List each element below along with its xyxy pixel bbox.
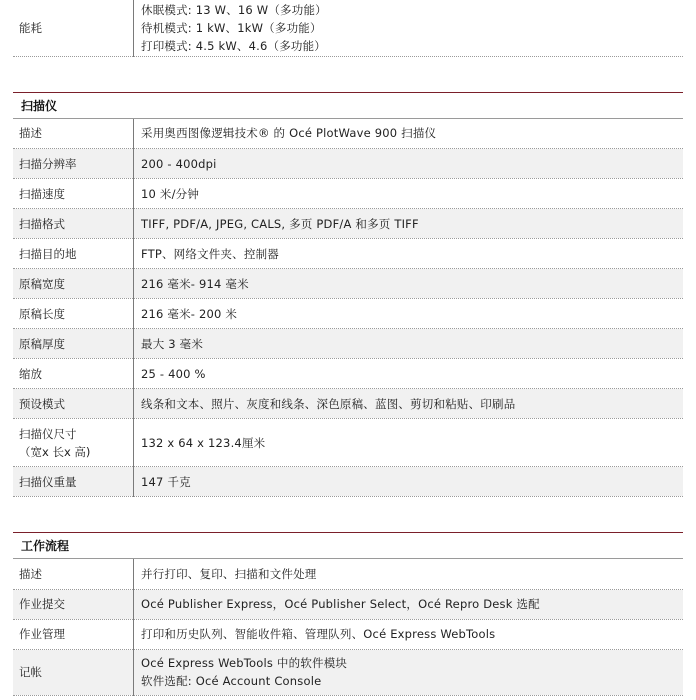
row-value: 10 米/分钟 bbox=[134, 179, 684, 209]
row-label: 原稿宽度 bbox=[13, 269, 134, 299]
row-label: 原稿长度 bbox=[13, 299, 134, 329]
row-value: 采用奥西图像逻辑技术® 的 Océ PlotWave 900 扫描仪 bbox=[134, 119, 684, 149]
table-row bbox=[13, 269, 683, 299]
row-value bbox=[134, 649, 684, 695]
table-row bbox=[13, 419, 683, 467]
row-label: 扫描速度 bbox=[13, 179, 134, 209]
table-row bbox=[13, 239, 683, 269]
row-label: 原稿厚度 bbox=[13, 329, 134, 359]
row-value: 200 - 400dpi bbox=[134, 149, 684, 179]
row-value: 147 千克 bbox=[134, 467, 684, 497]
row-label: 描述 bbox=[13, 559, 134, 589]
row-value: 25 - 400 % bbox=[134, 359, 684, 389]
value-line: 待机模式: 1 kW、1kW（多功能） bbox=[141, 20, 322, 35]
table-row bbox=[13, 149, 683, 179]
value-line: 休眠模式: 13 W、16 W（多功能） bbox=[141, 2, 327, 17]
row-value: 216 毫米- 914 毫米 bbox=[134, 269, 684, 299]
row-value: 线条和文本、照片、灰度和线条、深色原稿、蓝图、剪切和粘贴、印刷品 bbox=[134, 389, 684, 419]
label-line: （宽x 长x 高) bbox=[19, 444, 91, 459]
row-label: 作业管理 bbox=[13, 619, 134, 649]
row-value: 打印和历史队列、智能收件箱、管理队列、Océ Express WebTools bbox=[134, 619, 684, 649]
section-title-workflow: 工作流程 bbox=[13, 532, 683, 559]
section-gap bbox=[13, 497, 683, 532]
table-row bbox=[13, 119, 683, 149]
section-gap bbox=[13, 57, 683, 92]
row-value: FTP、网络文件夹、控制器 bbox=[134, 239, 684, 269]
row-value: Océ Publisher Express，Océ Publisher Select，Océ Repro Desk 选配 bbox=[134, 589, 684, 619]
row-value: 132 x 64 x 123.4厘米 bbox=[134, 419, 684, 467]
table-row bbox=[13, 389, 683, 419]
row-label: 描述 bbox=[13, 119, 134, 149]
workflow-table bbox=[13, 559, 683, 696]
section-title-scanner: 扫描仪 bbox=[13, 92, 683, 119]
label-line: 扫描仪尺寸 bbox=[19, 426, 77, 441]
row-label: 作业提交 bbox=[13, 589, 134, 619]
table-row bbox=[13, 589, 683, 619]
row-value: 最大 3 毫米 bbox=[134, 329, 684, 359]
row-value: 216 毫米- 200 米 bbox=[134, 299, 684, 329]
row-value: TIFF, PDF/A, JPEG, CALS, 多页 PDF/A 和多页 TIFF bbox=[134, 209, 684, 239]
table-row bbox=[13, 649, 683, 695]
row-label: 缩放 bbox=[13, 359, 134, 389]
row-label: 扫描格式 bbox=[13, 209, 134, 239]
power-table bbox=[13, 0, 683, 57]
row-label: 扫描分辨率 bbox=[13, 149, 134, 179]
row-label bbox=[13, 419, 134, 467]
row-label: 扫描目的地 bbox=[13, 239, 134, 269]
table-row bbox=[13, 619, 683, 649]
scanner-table bbox=[13, 119, 683, 498]
value-line: 软件选配: Océ Account Console bbox=[141, 674, 322, 688]
row-value bbox=[134, 0, 684, 56]
spec-sheet bbox=[13, 0, 683, 696]
table-row bbox=[13, 467, 683, 497]
value-line: Océ Express WebTools 中的软件模块 bbox=[141, 656, 348, 670]
table-row bbox=[13, 559, 683, 589]
row-label: 扫描仪重量 bbox=[13, 467, 134, 497]
table-row bbox=[13, 329, 683, 359]
row-value: 并行打印、复印、扫描和文件处理 bbox=[134, 559, 684, 589]
table-row bbox=[13, 179, 683, 209]
row-label: 预设模式 bbox=[13, 389, 134, 419]
table-row bbox=[13, 209, 683, 239]
row-label: 记帐 bbox=[13, 649, 134, 695]
value-line: 打印模式: 4.5 kW、4.6（多功能） bbox=[141, 38, 326, 53]
table-row bbox=[13, 299, 683, 329]
row-label: 能耗 bbox=[13, 0, 134, 56]
table-row bbox=[13, 0, 683, 56]
table-row bbox=[13, 359, 683, 389]
